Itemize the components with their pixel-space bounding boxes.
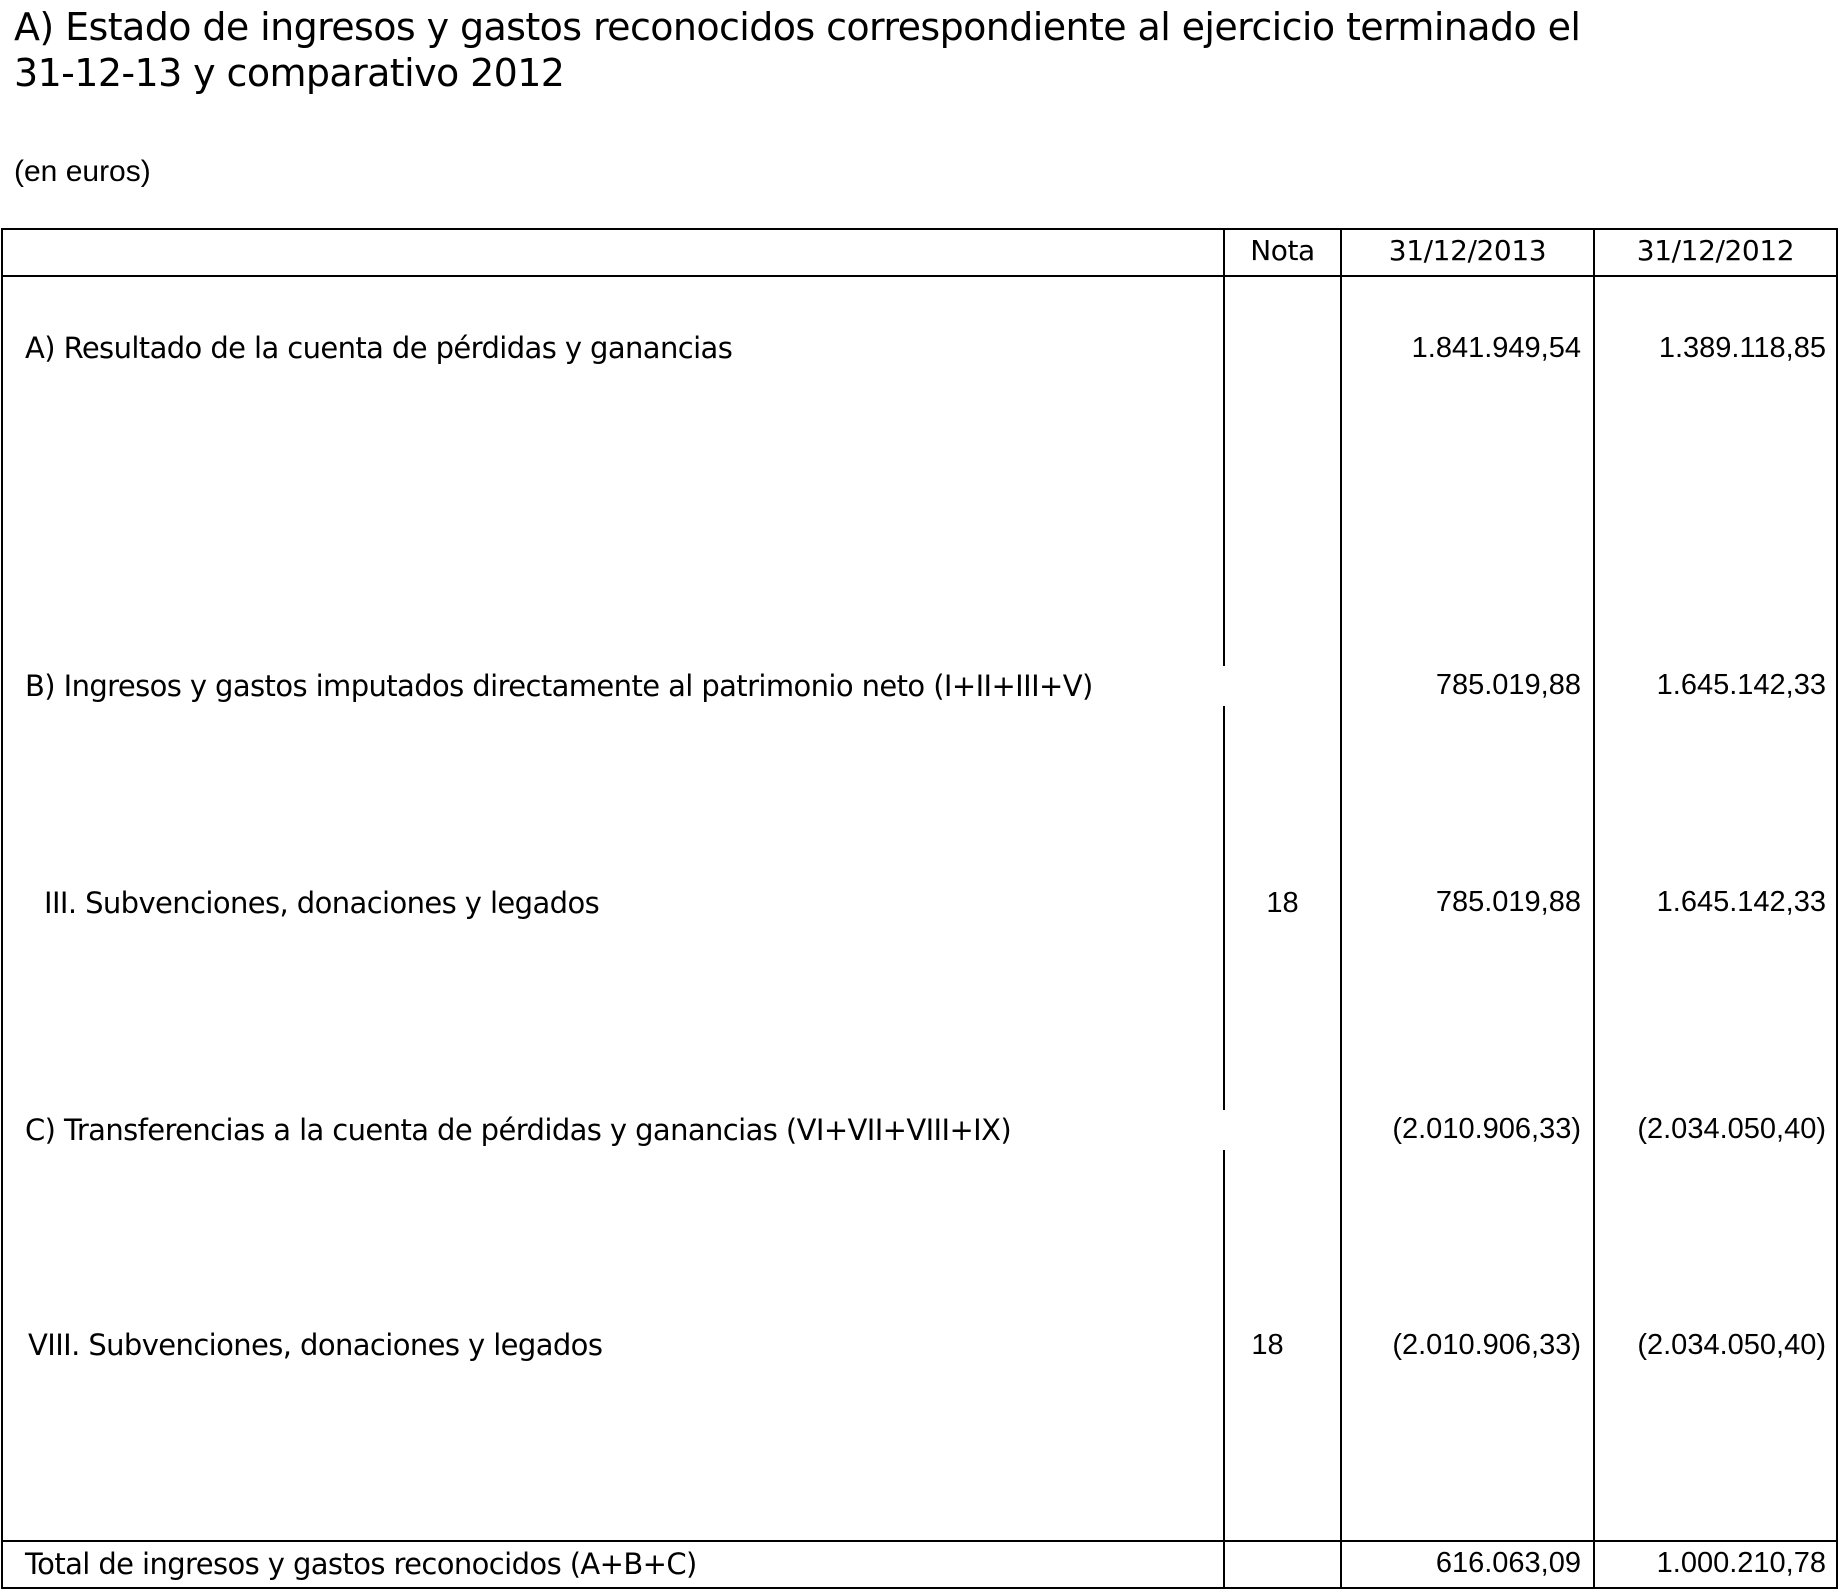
table-border-top [1, 228, 1838, 230]
row-viii-nota: 18 [1251, 1329, 1284, 1361]
row-b-label: B) Ingresos y gastos imputados directamente al patrimonio neto (I+II+III+V) [25, 669, 1093, 703]
total-label: Total de ingresos y gastos reconocidos (A+B+C) [25, 1547, 697, 1581]
currency-note: (en euros) [14, 155, 151, 188]
header-2012: 31/12/2012 [1636, 234, 1795, 267]
row-iii-label: III. Subvenciones, donaciones y legados [44, 886, 600, 920]
row-b-2013: 785.019,88 [1435, 669, 1581, 701]
table-border-right [1836, 228, 1838, 1589]
row-iii-2013: 785.019,88 [1435, 886, 1581, 918]
divider-gap-row-b [1219, 666, 1229, 706]
row-viii-2013: (2.010.906,33) [1392, 1329, 1581, 1361]
header-nota: Nota [1250, 234, 1315, 267]
row-b-2012: 1.645.142,33 [1656, 669, 1826, 701]
row-viii-2012: (2.034.050,40) [1637, 1329, 1826, 1361]
table-border-left [1, 228, 3, 1589]
total-divider [1, 1540, 1838, 1542]
row-a-label: A) Resultado de la cuenta de pérdidas y ganancias [25, 331, 733, 365]
row-c-label: C) Transferencias a la cuenta de pérdidas y ganancias (VI+VII+VIII+IX) [25, 1113, 1012, 1147]
row-iii-2012: 1.645.142,33 [1656, 886, 1826, 918]
row-c-2013: (2.010.906,33) [1392, 1113, 1581, 1145]
row-c-2012: (2.034.050,40) [1637, 1113, 1826, 1145]
total-2013: 616.063,09 [1435, 1547, 1581, 1579]
row-viii-label: VIII. Subvenciones, donaciones y legados [28, 1328, 603, 1362]
header-divider [1, 275, 1838, 277]
row-a-2012: 1.389.118,85 [1658, 332, 1826, 364]
divider-gap-row-c [1219, 1110, 1229, 1150]
total-2012: 1.000.210,78 [1656, 1547, 1826, 1579]
statement-title: A) Estado de ingresos y gastos reconocidos correspondiente al ejercicio terminado el 31-12-13 y comparativo 2012 [14, 5, 1581, 95]
header-2013: 31/12/2013 [1388, 234, 1547, 267]
income-expense-table [1, 228, 1839, 1589]
row-iii-nota: 18 [1266, 887, 1299, 919]
row-a-2013: 1.841.949,54 [1411, 332, 1581, 364]
